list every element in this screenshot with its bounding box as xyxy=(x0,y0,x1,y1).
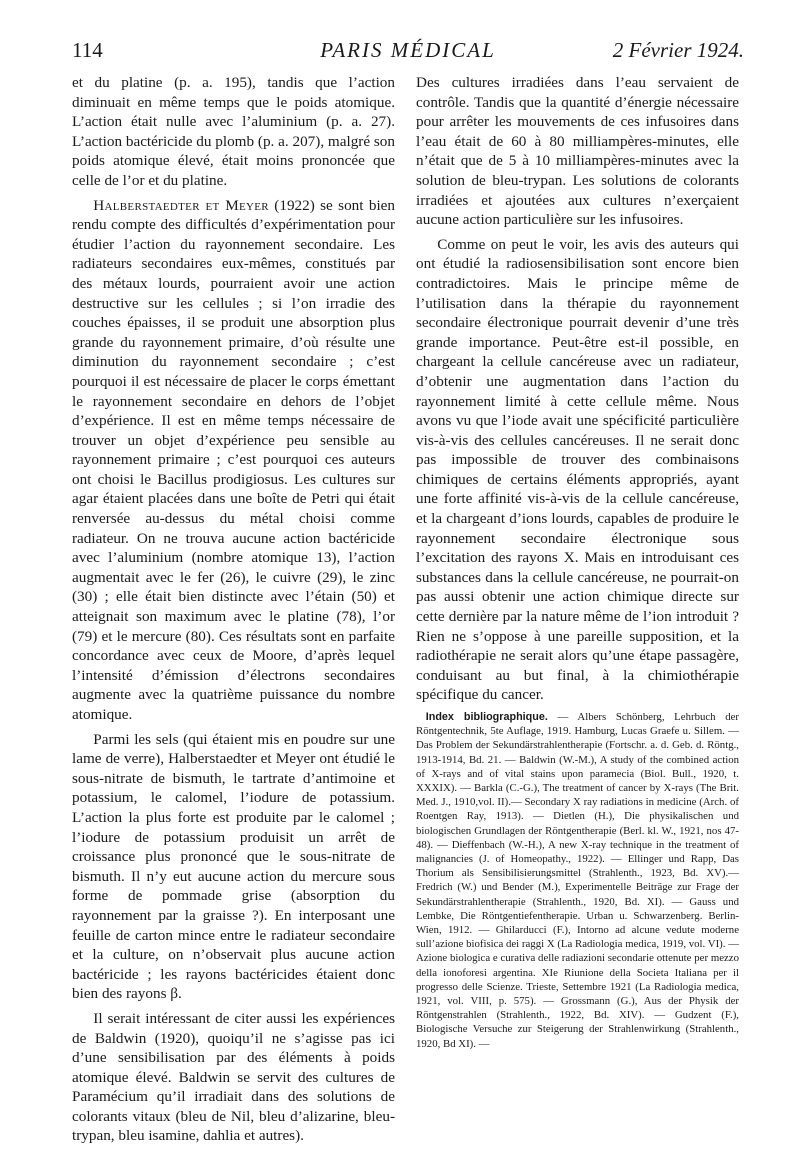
running-title: PARIS MÉDICAL xyxy=(320,38,496,62)
paragraph: et du platine (p. a. 195), tandis que l’action diminuait en même temps que le poids atomique. L’action était nulle avec l’aluminium (p. a. 27). L’action bactéricide du plomb (p. a. 207), malgré son poids atomique élevé, était moins prononcée que celle de l’or et du platine. xyxy=(72,74,395,189)
paragraph: Comme on peut le voir, les avis des auteurs qui ont étudié la radiosensibilisation sont encore bien contradictoires. Mais le principe même de l’utilisation dans la thérapie du rayonnement secondaire électronique pourrait devenir d’une très grande importance. Peut-être est-il possible, en chargeant la cellule cancéreuse avec un radiateur, d’obtenir une augmentation dans l’action du rayonnement limité à cette cellule même. Nous avons vu que l’iode avait une spécificité particulière vis-à-vis des cellules cancéreuses. Il ne serait donc pas impossible de trouver des combinaisons chimiques de certains éléments appropriés, ayant une forte affinité vis-à-vis de la cellule cancéreuse, et la chargeant d’ions lourds, capables de produire le rayonnement secondaire électronique sous l’excitation des rayons X. Mais en introduisant ces substances dans la cellule cancéreuse, ne pourrait-on pas aussi obtenir une action chimique directe sur cette dernière par la nature même de l’ion introduit ? Rien ne s’oppose à une pareille supposition, et la radiothérapie ne serait alors qu’une étape passagère, conduisant au but final, à la chimiothérapie spécifique du cancer. xyxy=(416,235,739,704)
paragraph: Des cultures irradiées dans l’eau servaient de contrôle. Tandis que la quantité d’énergie nécessaire pour arrêter les mouvements de ces infusoires dans l’eau était de 60 à 80 milliampères-minutes, elle n’était que de 5 à 10 milliampères-minutes avec la solution de bleu-trypan. Les solutions de colorants irradiées et ajoutées aux cultures n’exerçaient aucune action particulière sur les infusoires. xyxy=(416,74,739,229)
paragraph xyxy=(72,196,395,725)
page-number: 114 xyxy=(72,38,103,62)
bibliography-text: — Albers Schönberg, Lehrbuch der Röntgentechnik, 5te Auflage, 1919. Hamburg, Lucas Graefe u. Sillem. — Das Problem der Sekundärstrahlentherapie (Fortschr. a. d. Geb. d. Röntg., 1913-1914, Bd. 21. — Baldwin (W.-M.), A study of the combined action of X-rays and of vital stains upon paramecia (Biol. Bull., 1920, t. XXXIX). — Barkla (C.-G.), The treatment of cancer by X-rays (The Brit. Med. J., 1910,vol. II).— Secondary X ray radiations in medicine (Arch. of Roentgen Ray, 1913). — Dietlen (H.), Die physikalischen und biologischen Grundlagen der Röntgentherapie (Berl. kl. W., 1921, nos 47-48). — Dieffenbach (W.-H.), A new X-ray technique in the treatment of malignancies (J. of Homeopathy., 1922). — Ellinger und Rapp, Das Thorium als Sensibilisierungsmittel (Strahlenth., 1923, Bd. XV).—Fredrich (W.) und Bender (M.), Experimentelle Beiträge zur Frage der Sekundärstrahlentherapie (Strahlenth., 1920, Bd. XI). — Gauss und Lembke, Die Röntgentiefentherapie. Urban u. Schwarzenberg. Berlin-Wien, 1912. — Ghilarducci (F.), Intorno ad alcune vedute moderne sull’azione biofisica dei raggi X (La Radiologia medica, 1919, vol. VI). — Azione biologica e curativa delle radiazioni secondarie ottenute per mezzo della ionoforesi argentina. XIe Riunione della Societa Italiana per il progresso delle Scienze. Trieste, Settembre 1921 (La Radiologia medica, 1921, vol. VIII, p. 575). — Grossmann (G.), Aus der Physik der Röntgenstrahlen (Strahlenth., 1922, Bd. XIV). — Gudzent (F.), Biologische Versuche zur Steigerung der Strahlenwirkung (Strahlenth., 1920, Bd XI). — xyxy=(416,711,740,1050)
right-column xyxy=(416,73,739,1056)
bibliography-title: Index bibliographique. xyxy=(425,711,548,723)
paragraph: Parmi les sels (qui étaient mis en poudre sur une lame de verre), Halberstaedter et Meyer ont étudié le sous-nitrate de bismuth, le tartrate d’antimoine et potassium, le calomel, l’iodure de potassium. L’action la plus forte est produite par le calomel ; l’iodure de potassium produisit un arrêt de croissance plus prononcé que le sous-nitrate de bismuth. Il n’y eut aucune action du mercure sous forme de pommade grise (absorption du rayonnement par la graisse ?). En interposant une feuille de carton mince entre le radiateur secondaire et la culture, on n’observait plus aucune action bactéricide ; les rayons bactéricides étaient donc bien des rayons β. xyxy=(72,730,395,1003)
left-column xyxy=(72,73,395,1151)
issue-date: 2 Février 1924. xyxy=(612,38,744,62)
author-name: Halberstaedter et Meyer xyxy=(93,196,269,214)
page-header xyxy=(72,38,744,68)
bibliography xyxy=(416,710,739,1051)
paragraph-text: (1922) se sont bien rendu compte des difficultés d’expérimentation pour étudier l’action du rayonnement secondaire. Les radiateurs secondaires eux-mêmes, constitués par des métaux lourds, pourraient avoir une action destructive sur les cellules ; si l’on irradie des couches épaisses, il se produit une absorption plus grande du rayonnement primaire, d’où résulte une diminution du rayonnement secondaire ; c’est pourquoi il est nécessaire de placer le corps émettant le rayonnement secondaire en dehors de l’objet d’expérience. Il est en même temps nécessaire de trouver un objet d’expérience peu sensible au rayonnement primaire ; c’est pourquoi ces auteurs ont choisi le Bacillus prodigiosus. Les cultures sur agar étaient placées dans une boîte de Petri qui était renversée au-dessus du métal choisi comme radiateur. On ne trouva aucune action bactéricide avec l’aluminium (nombre atomique 13), l’action augmentait avec le fer (26), le cuivre (29), le zinc (30) ; elle était bien distincte avec l’étain (50) et atteignait son maximum avec le platine (78), l’or (79) et le mercure (80). Ces résultats sont en parfaite concordance avec ceux de Moore, d’après lequel l’intensité d’émission d’électrons secondaires augmente avec la quatrième puissance du nombre atomique. xyxy=(72,196,395,723)
paragraph: Il serait intéressant de citer aussi les expériences de Baldwin (1920), quoiqu’il ne s’agisse pas ici d’une sensibilisation par des éléments à poids atomique élevé. Baldwin se servit des cultures de Paramécium qu’il irradiait dans des solutions de colorants vitaux (bleu de Nil, bleu d’alizarine, bleu-trypan, bleu isamine, dahlia et autres). xyxy=(72,1009,395,1145)
